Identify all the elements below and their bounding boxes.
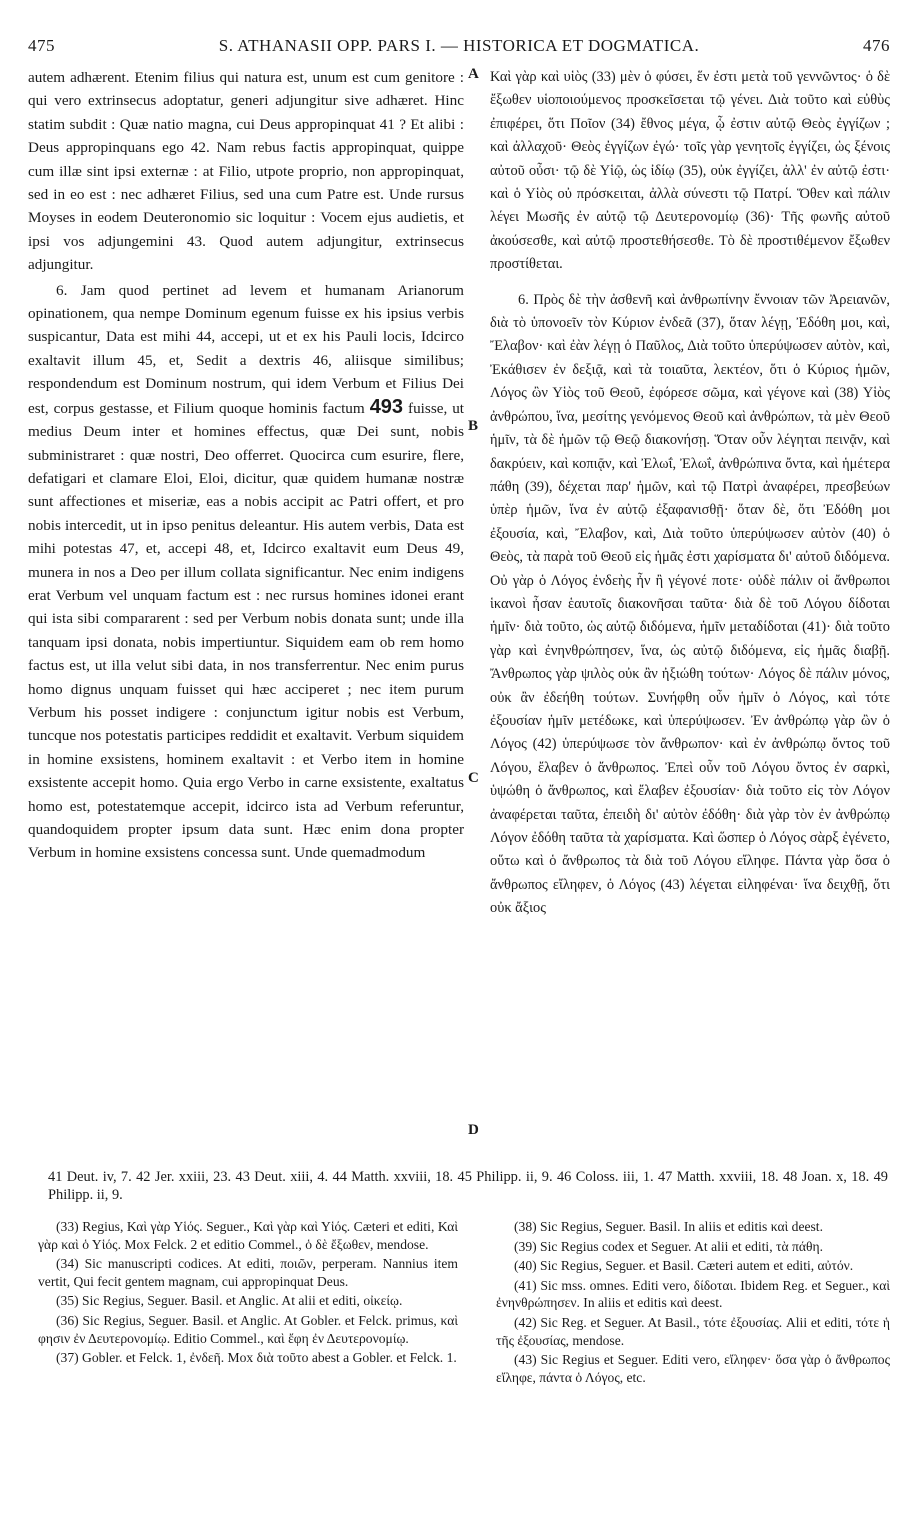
variant-note: (38) Sic Regius, Seguer. Basil. In aliis et editis καὶ deest. <box>514 1219 823 1234</box>
variant-note: (41) Sic mss. omnes. Editi vero, δίδοται. Ibidem Reg. et Seguer., καὶ ἐνηνθρώπησεν. In aliis et editis καὶ deest. <box>496 1277 890 1311</box>
page-number-right: 476 <box>863 36 890 55</box>
latin-paragraph-2 <box>28 279 464 865</box>
margin-marker-a: A <box>468 66 479 82</box>
variant-note: (36) Sic Regius, Seguer. Basil. et Anglic. At Gobler. et Felck. primus, καὶ φησιν ἐν Δευτερονομίῳ. Editio Commel., καὶ ἔφη ἐν Δευτερονομίῳ. <box>38 1312 458 1346</box>
column-number: 493 <box>369 395 404 418</box>
scripture-footnotes: 41 Deut. iv, 7. 42 Jer. xxiii, 23. 43 Deut. xiii, 4. 44 Matth. xxviii, 18. 45 Philipp. ii, 9. 46 Coloss. iii, 1. 47 Matth. xxviii, 18. 48 Joan. x, 18. 49 Philipp. ii, 9. <box>48 1169 888 1203</box>
variant-notes-right <box>496 1218 890 1388</box>
variant-note: (35) Sic Regius, Seguer. Basil. et Anglic. At alii et editi, οἰκείῳ. <box>56 1293 403 1309</box>
greek-paragraph-2: 6. Πρὸς δὲ τὴν ἀσθενῆ καὶ ἀνθρωπίνην ἔννοιαν τῶν Ἀρειανῶν, διὰ τὸ ὑπονοεῖν τὸν Κύριον ἐνδεᾶ (37), ὅταν λέγῃ, Ἐδόθη μοι, καὶ, Ἔλαβον· καὶ ἐὰν λέγῃ ὁ Παῦλος, Διὰ τοῦτο ὑπερύψωσεν αὐτὸν, καὶ, Ἐκάθισεν ἐν δεξιᾷ, καὶ τὰ τοιαῦτα, λεκτέον, ὅτι ὁ Κύριος ἡμῶν, Λόγος ὢν Υἱὸς τοῦ Θεοῦ, ἐφόρεσε σῶμα, καὶ γέγονε καὶ (38) Υἱὸς ἀνθρώπου, ἵνα, μεσίτης γενόμενος Θεοῦ καὶ ἀνθρώπων, τὰ μὲν Θεοῦ ἡμῖν, τὰ δὲ ἡμῶν τῷ Θεῷ διακονήσῃ. Ὅταν οὖν λέγηται πεινᾷν, καὶ δακρύειν, καὶ κοπιᾷν, καὶ Ἐλωΐ, Ἐλωΐ, ἀνθρώπινα ὄντα, καὶ ἡμέτερα πάθη (39), δέχεται παρ' ἡμῶν, καὶ τῷ Πατρὶ ἀναφέρει, πρεσβεύων ὑπὲρ ἡμῶν, ἵνα ἐν αὐτῷ ἐξαφανισθῇ· ὅταν δὲ, ὅτι Ἐδόθη μοι ἐξουσία, καὶ, Ἔλαβον, καὶ, Διὰ τοῦτο ὑπερύψωσεν αὐτὸν (40) ὁ Θεὸς, τὰ παρὰ τοῦ Θεοῦ εἰς ἡμᾶς ἐστι χαρίσματα δι' αὐτοῦ διδόμενα. Οὐ γὰρ ὁ Λόγος ἐνδεὴς ἦν ἢ γέγονέ ποτε· οὐδὲ πάλιν οἱ ἄνθρωποι ἱκανοὶ ἦσαν ἑαυτοῖς διακονῆσαι ταῦτα· διὰ δὲ τοῦ Λόγου δίδοται ἡμῖν· διὰ τοῦτο, ὡς αὐτῷ διδόμενα, ἡμῖν μεταδίδοται (41)· διὰ τοῦτο γὰρ καὶ ἐνηνθρώπησεν, ἵνα, ὡς αὐτῷ διδόμενα, εἰς ἡμᾶς διαβῇ. Ἄνθρωπος γὰρ ψιλὸς οὐκ ἂν ἠξιώθη τούτων· Λόγος δὲ πάλιν μόνος, οὐκ ἂν ἐδεήθη τούτων. Συνήφθη οὖν ἡμῖν ὁ Λόγος, καὶ τότε ἐξουσίαν ἡμῖν μετέδωκε, καὶ ὑπερύψωσεν. Ἐν ἀνθρώπῳ γὰρ ὢν ὁ Λόγος (42) ὑπερύψωσε τὸν ἄνθρωπον· καὶ ἐν ἀνθρώπῳ ὄντος τοῦ Λόγου, ἔλαβεν ὁ ἄνθρωπος. Ἐπεὶ οὖν τοῦ Λόγου ὄντος ἐν σαρκὶ, ὑψώθη ὁ ἄνθρωπος, καὶ ἔλαβεν ἐξουσίαν· διὰ τοῦτο εἰς τὸν Λόγον ἀναφέρεται ταῦτα, ἐπειδὴ δι' αὐτὸν ἐδόθη· διὰ γὰρ τὸν ἐν ἀνθρώπῳ Λόγον ἐδόθη ταῦτα τὰ χαρίσματα. Καὶ ὥσπερ ὁ Λόγος σὰρξ ἐγένετο, οὕτω καὶ ὁ ἄνθρωπος τὰ διὰ τοῦ Λόγου εἴληφε. Πάντα γὰρ ὅσα ὁ ἄνθρωπος εἴληφεν, ὁ Λόγος (43) λέγεται εἰληφέναι· ἵνα δειχθῇ, ὅτι οὐκ ἄξιος <box>490 291 890 917</box>
variant-note: (33) Regius, Καὶ γὰρ Υἱός. Seguer., Καὶ γὰρ καὶ Υἱός. Cæteri et editi, Καὶ γὰρ καὶ ὁ Υἱός. Mox Felck. 2 et editio Commel., ὁ δὲ ἔξωθεν, mendose. <box>38 1219 458 1252</box>
variant-note: (39) Sic Regius codex et Seguer. At alii et editi, τὰ πάθη. <box>514 1238 823 1254</box>
variant-note: (43) Sic Regius et Seguer. Editi vero, εἴληφεν· ὅσα γὰρ ὁ ἄνθρωπος εἴληφε, πάντα ὁ Λόγος, etc. <box>496 1352 890 1385</box>
running-title: S. ATHANASII OPP. PARS I. — HISTORICA ET DOGMATICA. <box>218 36 700 55</box>
page-number-left: 475 <box>28 36 55 55</box>
greek-column <box>490 66 890 921</box>
latin-column <box>28 66 464 865</box>
margin-marker-b: B <box>468 418 479 434</box>
latin-paragraph-2-start: 6. Jam quod pertinet ad levem et humanam Arianorum opinationem, qua nempe Dominum egenum fuisse ex his ipsius verbis suspicantur, Data est mihi 44, accepi, ut et ex his Pauli locis, Idcirco exaltavit illum 45, et, Sedit a dextris 46, aliisque similibus; respondendum est Dominum nostrum, qui idem Verbum et Filius Dei est, corpus gestasse, et Filium quoque hominis factum <box>28 281 464 417</box>
variant-note: (42) Sic Reg. et Seguer. At Basil., τότε ἐξουσίας. Alii et editi, τότε ἡ τῆς ἐξουσίας, mendose. <box>496 1314 890 1348</box>
variant-note: (34) Sic manuscripti codices. At editi, ποιῶν, perperam. Nannius item vertit, Qui fecit gentem magnam, cui appropinquat Deus. <box>38 1256 458 1289</box>
latin-paragraph-1: autem adhærent. Etenim filius qui natura est, unum est cum genitore : qui vero extrinsecus adoptatur, generi adjungitur sive adhæret. Hinc statim subdit : Quæ natio magna, cui Deus appropinquat 41 ? Et alibi : Deus appropinquans ego 42. Nam rebus factis appropinquat, quippe cum illæ sint ipsi externæ : at Filio, utpote proprio, non appropinquat, sed in eo est : nec adhæret Filius, sed una cum Patre est. Unde rursus Moyses in eodem Deuteronomio sic loquitur : Vocem ejus audietis, et ipsi vos adjungemini 43. Quod autem adjungitur, extrinsecus adjungitur. <box>28 69 464 274</box>
variant-notes-left <box>38 1218 458 1369</box>
variant-note: (37) Gobler. et Felck. 1, ἐνδεῆ. Mox διὰ τοῦτο abest a Gobler. et Felck. 1. <box>56 1350 457 1366</box>
variant-note: (40) Sic Regius, Seguer. et Basil. Cæteri autem et editi, αὐτόν. <box>514 1258 854 1274</box>
latin-paragraph-2-end: fuisse, ut medius Deum inter et homines effectus, quæ Dei sunt, nobis subministraret : quæ nostri, Deo offerret. Quocirca cum esurire, flere, defatigari et clamare Eloi, Eloi, dicitur, quæ quidem humanæ nostræ sunt affectiones et miseriæ, eas a nobis accipit ac Patri offert, et pro nobis intercedit, ut in ipso penitus deleantur. His autem verbis, Data est mihi potestas 47, et, accepi 48, et, Idcirco exaltavit eum Deus 49, munera in nos a Deo per illum collata significantur. Nec enim indigens erat Verbum vel unquam factum est : nec rursus homines idonei erant qui ista sibi compararent : sed per Verbum nobis donata sunt; unde illa tanquam ipsi donata, nobis impertiuntur. Siquidem eam ob rem homo factus est, ut illa velut sibi data, in nos transferrentur. Nec enim purus homo dignus unquam fuisset qui hæc acciperet ; nec item purum Verbum his posset indigere : conjunctum igitur nobis est Verbum, tuncque nos potestatis participes reddidit et exaltavit. Verbum siquidem in homine exsistens, hominem exaltavit : et Verbo item in homine exsistente accepit homo. Quia ergo Verbo in carne exsistente, exaltatus homo est, potestatemque accepit, idcirco ista ad Verbum referuntur, quandoquidem propter ipsum data sunt. Hæc enim dona propter Verbum in homine exsistens concessa sunt. Unde quemadmodum <box>28 399 465 862</box>
greek-paragraph-1: Καὶ γὰρ καὶ υἱὸς (33) μὲν ὁ φύσει, ἕν ἐστι μετὰ τοῦ γεννῶντος· ὁ δὲ ἔξωθεν υἱοποιούμενος προσκεῖσεται τῷ γένει. Διὰ τοῦτο καὶ εὐθὺς ἐπιφέρει, ὅτι Ποῖον (34) ἔθνος μέγα, ᾧ ἐστιν αὐτῷ Θεὸς ἐγγίζων ; καὶ ἀλλαχοῦ· Θεὸς ἐγγίζων ἐγώ· τοῖς γὰρ γενητοῖς ἐγγίζει, ὡς ξένοις αὐτοῦ οὖσι· τῷ δὲ Υἱῷ, ὡς ἰδίῳ (35), οὐκ ἐγγίζει, ἀλλ' ἐν αὐτῷ ἐστι· καὶ ὁ Υἱὸς οὐ πρόσκειται, ἀλλὰ σύνεστι τῷ Πατρί. Ὅθεν καὶ πάλιν λέγει Μωσῆς ἐν αὐτῷ τῷ Δευτερονομίῳ (36)· Τῆς φωνῆς αὐτοῦ ἀκούσεσθε, καὶ αὐτῷ προστεθήσεσθε. Τὸ δὲ προστιθέμενον ἔξωθεν προστίθεται. <box>490 69 890 273</box>
running-header <box>28 36 890 58</box>
margin-marker-c: C <box>468 770 479 786</box>
margin-marker-d: D <box>468 1122 479 1138</box>
